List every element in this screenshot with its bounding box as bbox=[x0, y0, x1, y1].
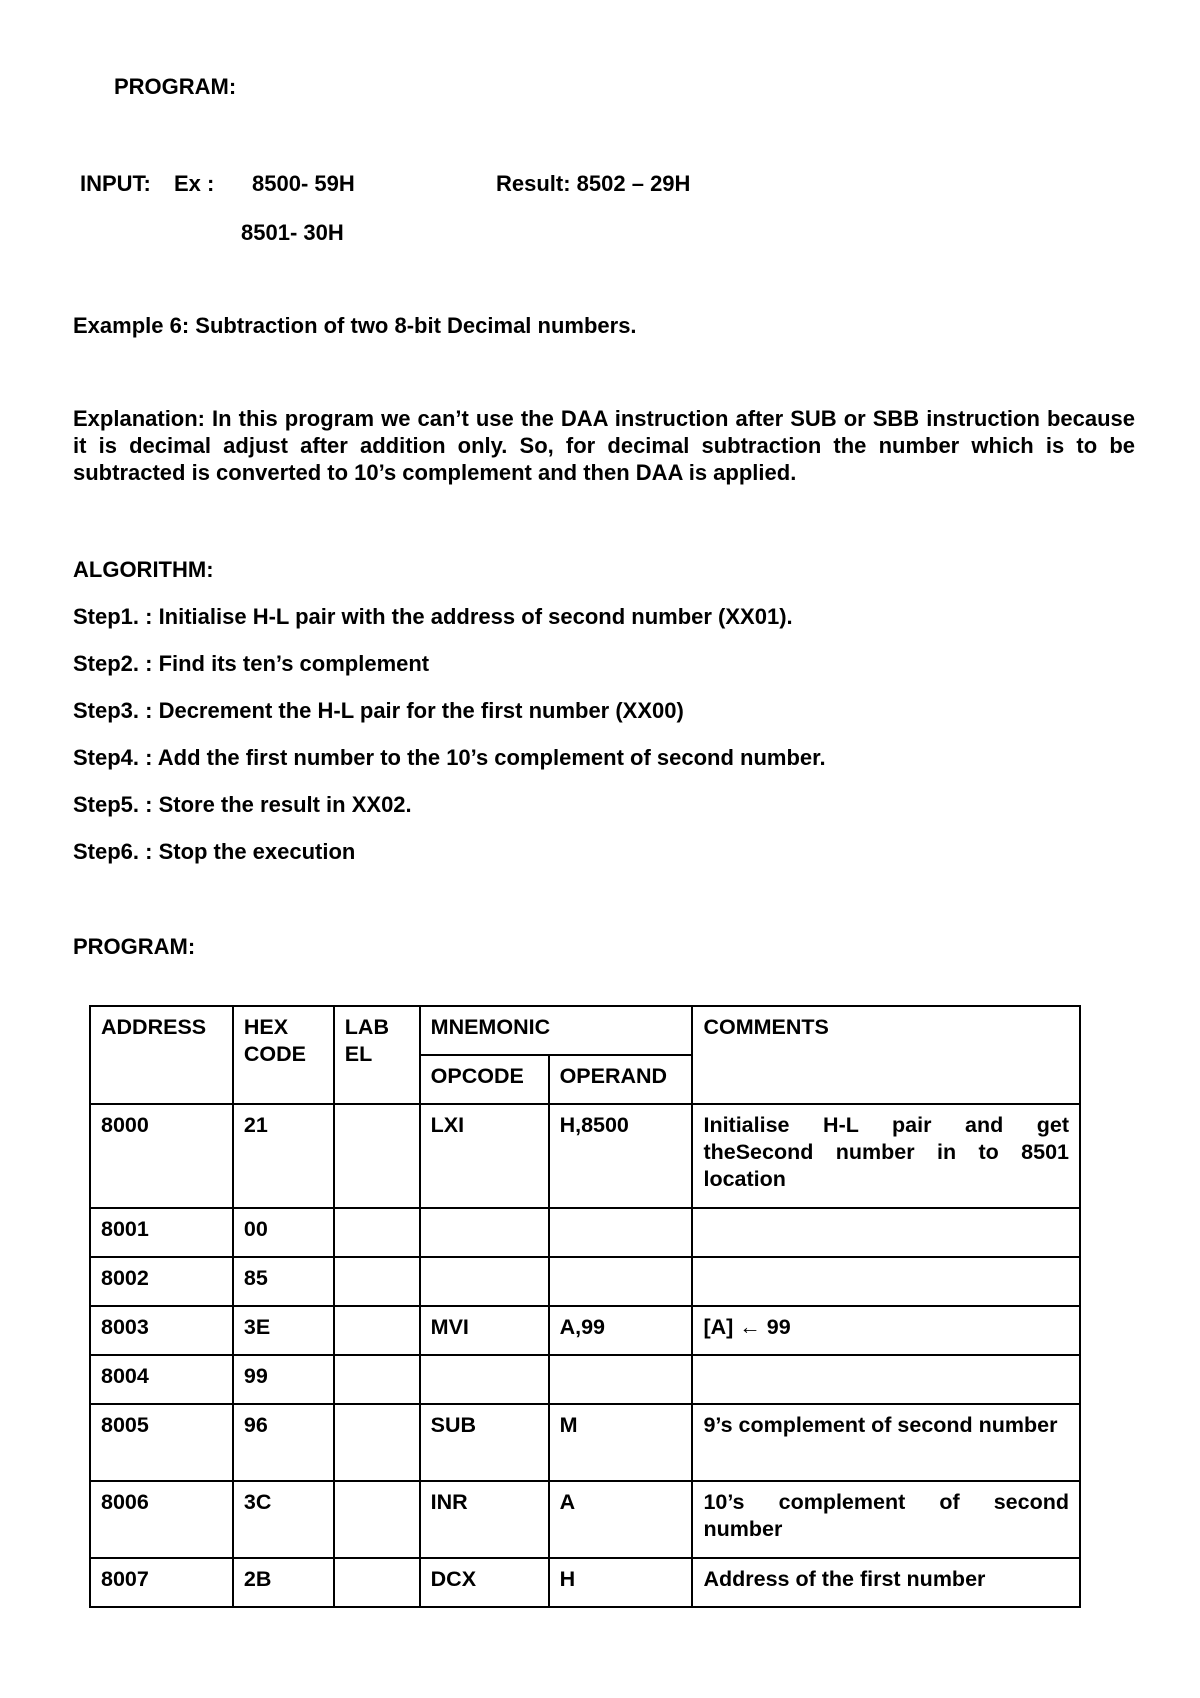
cell-address: 8005 bbox=[90, 1404, 233, 1481]
cell-comment: 10’s complement of second number bbox=[692, 1481, 1080, 1558]
cell-comment bbox=[692, 1208, 1080, 1257]
cell-operand bbox=[549, 1355, 693, 1404]
cell-comment: 9’s complement of second number bbox=[692, 1404, 1080, 1481]
algorithm-step-3: Step3. : Decrement the H-L pair for the first number (XX00) bbox=[73, 698, 684, 723]
cell-comment bbox=[692, 1257, 1080, 1306]
header-opcode: OPCODE bbox=[420, 1055, 549, 1104]
cell-comment: Address of the first number bbox=[692, 1558, 1080, 1607]
cell-opcode: SUB bbox=[420, 1404, 549, 1481]
input-ex-label: Ex : bbox=[174, 171, 215, 196]
table-row bbox=[90, 1306, 1080, 1355]
header-comments: COMMENTS bbox=[692, 1006, 1080, 1104]
cell-operand: H bbox=[549, 1558, 693, 1607]
table-row bbox=[90, 1208, 1080, 1257]
cell-address: 8007 bbox=[90, 1558, 233, 1607]
cell-label bbox=[334, 1257, 420, 1306]
cell-opcode: DCX bbox=[420, 1558, 549, 1607]
cell-hex: 96 bbox=[233, 1404, 334, 1481]
cell-comment bbox=[692, 1355, 1080, 1404]
algorithm-step-5: Step5. : Store the result in XX02. bbox=[73, 792, 412, 817]
table-row bbox=[90, 1257, 1080, 1306]
table-row bbox=[90, 1404, 1080, 1481]
cell-address: 8004 bbox=[90, 1355, 233, 1404]
cell-address: 8003 bbox=[90, 1306, 233, 1355]
cell-operand: H,8500 bbox=[549, 1104, 693, 1208]
program-heading: PROGRAM: bbox=[73, 934, 196, 959]
cell-operand bbox=[549, 1257, 693, 1306]
cell-operand bbox=[549, 1208, 693, 1257]
program-label-top: PROGRAM: bbox=[114, 74, 237, 99]
cell-hex: 3C bbox=[233, 1481, 334, 1558]
example-title: Example 6: Subtraction of two 8-bit Decimal numbers. bbox=[73, 313, 637, 338]
cell-label bbox=[334, 1208, 420, 1257]
explanation-paragraph: Explanation: In this program we can’t use the DAA instruction after SUB or SBB instruction because it is decimal adjust after addition only. So, for decimal subtraction the number which is to be subtracted is converted to 10’s complement and then DAA is applied. bbox=[73, 406, 1135, 485]
header-operand: OPERAND bbox=[549, 1055, 693, 1104]
program-table bbox=[89, 1005, 1081, 1608]
header-address: ADDRESS bbox=[90, 1006, 233, 1104]
result-text: Result: 8502 – 29H bbox=[496, 171, 691, 196]
cell-operand: A,99 bbox=[549, 1306, 693, 1355]
cell-hex: 00 bbox=[233, 1208, 334, 1257]
cell-opcode bbox=[420, 1355, 549, 1404]
cell-comment: [A] ← 99 bbox=[692, 1306, 1080, 1355]
table-row bbox=[90, 1355, 1080, 1404]
input-line-2: 8501- 30H bbox=[241, 220, 344, 245]
algorithm-heading: ALGORITHM: bbox=[73, 557, 214, 582]
cell-label bbox=[334, 1481, 420, 1558]
cell-label bbox=[334, 1404, 420, 1481]
cell-hex: 3E bbox=[233, 1306, 334, 1355]
cell-opcode bbox=[420, 1257, 549, 1306]
cell-label bbox=[334, 1558, 420, 1607]
cell-hex: 99 bbox=[233, 1355, 334, 1404]
header-mnemonic: MNEMONIC bbox=[420, 1006, 693, 1055]
cell-address: 8000 bbox=[90, 1104, 233, 1208]
cell-label bbox=[334, 1355, 420, 1404]
cell-label bbox=[334, 1104, 420, 1208]
cell-opcode: INR bbox=[420, 1481, 549, 1558]
cell-address: 8001 bbox=[90, 1208, 233, 1257]
algorithm-step-6: Step6. : Stop the execution bbox=[73, 839, 356, 864]
cell-opcode: MVI bbox=[420, 1306, 549, 1355]
table-row bbox=[90, 1104, 1080, 1208]
cell-operand: A bbox=[549, 1481, 693, 1558]
header-label: LAB EL bbox=[334, 1006, 420, 1104]
cell-opcode bbox=[420, 1208, 549, 1257]
cell-comment: Initialise H-L pair and get theSecond number in to 8501 location bbox=[692, 1104, 1080, 1208]
algorithm-step-2: Step2. : Find its ten’s complement bbox=[73, 651, 430, 676]
cell-label bbox=[334, 1306, 420, 1355]
algorithm-step-4: Step4. : Add the first number to the 10’s complement of second number. bbox=[73, 745, 826, 770]
table-row bbox=[90, 1481, 1080, 1558]
cell-operand: M bbox=[549, 1404, 693, 1481]
input-label: INPUT: bbox=[80, 171, 151, 196]
input-line-1: 8500- 59H bbox=[252, 171, 355, 196]
cell-hex: 85 bbox=[233, 1257, 334, 1306]
algorithm-step-1: Step1. : Initialise H-L pair with the address of second number (XX01). bbox=[73, 604, 793, 629]
cell-address: 8002 bbox=[90, 1257, 233, 1306]
header-hex-code: HEX CODE bbox=[233, 1006, 334, 1104]
cell-address: 8006 bbox=[90, 1481, 233, 1558]
cell-hex: 21 bbox=[233, 1104, 334, 1208]
table-row bbox=[90, 1558, 1080, 1607]
cell-hex: 2B bbox=[233, 1558, 334, 1607]
cell-opcode: LXI bbox=[420, 1104, 549, 1208]
